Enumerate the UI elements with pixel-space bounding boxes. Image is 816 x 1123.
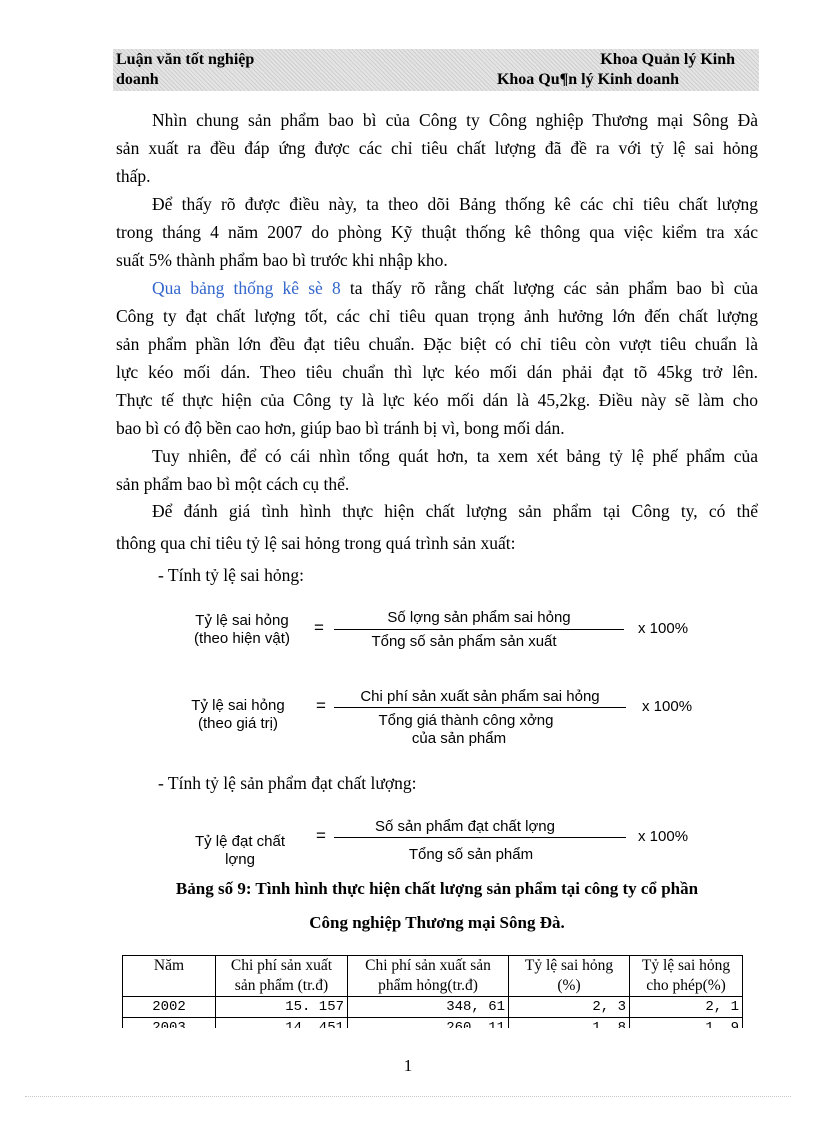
text-line: thấp.: [116, 166, 151, 186]
header-faculty-garbled: Khoa Qu¶n lý Kinh doanh: [496, 71, 679, 88]
defect-rate-table: [122, 955, 743, 1039]
formula-numerator: Chi phí sản xuất sản phẩm sai hỏng: [360, 688, 600, 705]
column-header-production-cost: Chi phí sản xuất sản phẩm (tr.đ): [216, 956, 348, 997]
table-cell: 15. 157: [216, 997, 348, 1018]
column-header-defect-rate: Tỷ lệ sai hỏng (%): [509, 956, 630, 997]
text-line-rest: ta thấy rõ rằng chất lượng các sản phẩm bao bì của: [340, 278, 758, 298]
formula-numerator: Số sản phẩm đạt chất lợng: [375, 818, 555, 835]
text-line: [152, 275, 758, 301]
formula-label-line: Tỷ lệ sai hỏng: [191, 697, 285, 714]
header-faculty: Khoa Quản lý Kinh: [600, 51, 735, 68]
text-line: thông qua chỉ tiêu tỷ lệ sai hỏng trong quá trình sản xuất:: [116, 533, 516, 553]
fraction-bar: [334, 707, 626, 708]
formula-numerator: Số lợng sản phẩm sai hỏng: [387, 609, 571, 626]
text-line: sản xuất ra đều đáp ứng được các chỉ tiêu chất lượng đã đề ra với tỷ lệ sai hỏng: [116, 138, 758, 158]
text-line: Công ty đạt chất lượng tốt, các chỉ tiêu quan trọng ảnh hưởng lớn đến chất lượng: [116, 306, 758, 326]
column-header-year: Năm: [123, 956, 216, 997]
text-line: Để thấy rõ được điều này, ta theo dõi Bảng thống kê các chỉ tiêu chất lượng: [152, 194, 758, 214]
column-header-defect-cost: Chi phí sản xuất sản phẩm hỏng(tr.đ): [348, 956, 509, 997]
text-line: bao bì có độ bền cao hơn, giúp bao bì tránh bị vì, bong mối dán.: [116, 418, 565, 438]
table-row: [123, 997, 743, 1018]
bullet-quality-rate: - Tính tỷ lệ sản phẩm đạt chất lượng:: [158, 773, 417, 793]
text-line: Để đánh giá tình hình thực hiện chất lượng sản phẩm tại Công ty, có thể: [152, 501, 758, 521]
formula-label-line: lợng: [225, 851, 255, 868]
page-number: 1: [403, 1056, 413, 1075]
header-thesis-title: Luận văn tốt nghiệp: [116, 51, 255, 68]
text-line: sản phẩm phần lớn đều đạt tiêu chuẩn. Đặc biệt có chỉ tiêu còn vượt tiêu chuẩn là: [116, 334, 758, 354]
table-header-row: [123, 956, 743, 997]
formula-denominator: Tổng số sản phẩm sản xuất: [371, 633, 557, 650]
page-break-divider: [25, 1096, 791, 1097]
table-cell: 2, 3: [509, 997, 630, 1018]
table-cell: 2, 1: [630, 997, 743, 1018]
formula-label-line: (theo giá trị): [197, 715, 279, 732]
formula-multiplier: x 100%: [638, 620, 689, 637]
table-caption-cont: Công nghiệp Thương mại Sông Đà.: [309, 913, 565, 932]
bullet-defect-rate: - Tính tỷ lệ sai hỏng:: [158, 565, 304, 585]
formula-denominator: Tổng số sản phẩm: [408, 846, 534, 863]
page-cut-mask: [110, 1028, 770, 1048]
column-header-allowed-rate: Tỷ lệ sai hỏng cho phép(%): [630, 956, 743, 997]
equals-sign: =: [316, 696, 326, 715]
fraction-bar: [334, 837, 626, 838]
text-line: Nhìn chung sản phẩm bao bì của Công ty Công nghiệp Thương mại Sông Đà: [152, 110, 758, 130]
text-line: suất 5% thành phẩm bao bì trước khi nhập kho.: [116, 250, 448, 270]
page-header: [113, 49, 759, 91]
formula-label: [180, 612, 304, 648]
text-line: Tuy nhiên, để có cái nhìn tổng quát hơn, ta xem xét bảng tỷ lệ phế phẩm của: [152, 446, 758, 466]
equals-sign: =: [316, 826, 326, 845]
fraction-bar: [334, 629, 624, 630]
text-line: Thực tế thực hiện của Công ty là lực kéo mối dán là 45,2kg. Điều này sẽ làm cho: [116, 390, 758, 410]
table-cell: 2002: [123, 997, 216, 1018]
table-cell: 348, 61: [348, 997, 509, 1018]
header-thesis-title-cont: doanh: [116, 71, 159, 88]
formula-label: [182, 833, 298, 869]
text-line: lực kéo mối dán. Theo tiêu chuẩn thì lực kéo mối dán phải đạt tõ 45kg trở lên.: [116, 362, 758, 382]
text-line: trong tháng 4 năm 2007 do phòng Kỹ thuật thống kê thông qua việc kiểm tra xác: [116, 222, 758, 242]
formula-multiplier: x 100%: [642, 698, 693, 715]
formula-label: [178, 697, 298, 733]
table-caption: Bảng số 9: Tình hình thực hiện chất lượng sản phẩm tại công ty cổ phần: [175, 879, 699, 898]
formula-denominator-cont: của sản phẩm: [411, 730, 507, 747]
equals-sign: =: [314, 618, 324, 637]
formula-label-line: Tỷ lệ đạt chất: [194, 833, 286, 850]
formula-multiplier: x 100%: [638, 828, 689, 845]
formula-label-line: (theo hiện vật): [194, 630, 290, 647]
text-line: sản phẩm bao bì một cách cụ thể.: [116, 474, 350, 494]
table-8-link[interactable]: Qua bảng thống kê sè 8: [152, 278, 341, 298]
formula-label-line: Tỷ lệ sai hỏng: [195, 612, 289, 629]
formula-denominator: Tổng giá thành công xởng: [378, 712, 554, 729]
